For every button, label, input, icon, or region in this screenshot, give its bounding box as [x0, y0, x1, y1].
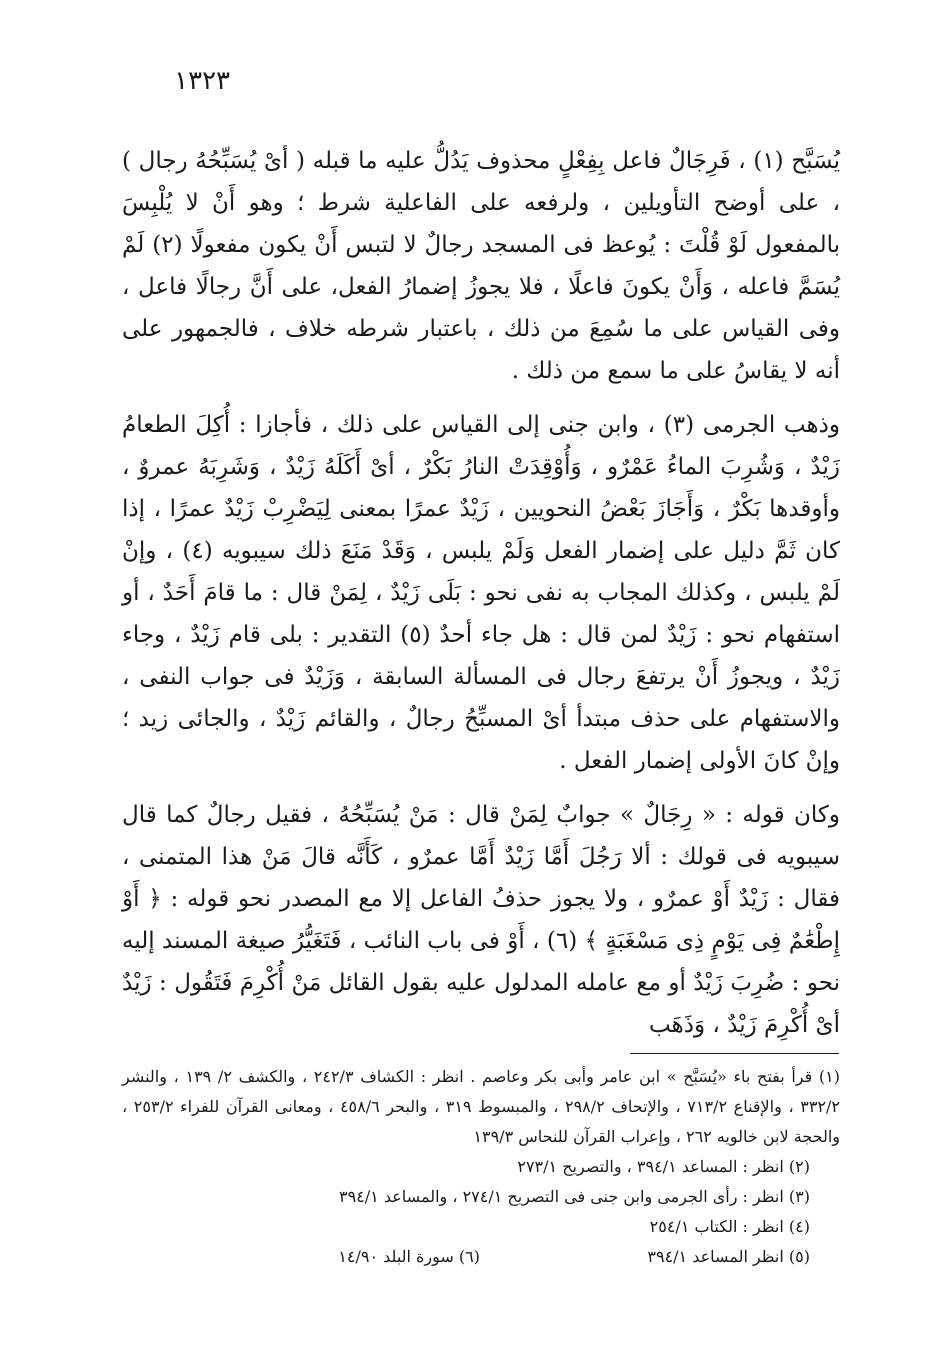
footnote-1: (١) قرأ بفتح باء «يُسَبَّح » ابن عامر وأبى بكر وعاصم . انظر : الكشاف ٢٤٢/٣ ، والكشف ٢/ ١٣٩ ، والنشر ٣٣٢/٢ ، والإقناع ٧١٣/٢ ، والإتحاف ٢٩٨/٢ ، والمبسوط ٣١٩ ، والبحر ٤٥٨/٦ ، ومعانى القرآن للفراء ٢٥٣/٢ ، والحجة لابن خالويه ٢٦٢ ، وإعراب القرآن للنحاس ١٣٩/٣	[122, 1067, 841, 1146]
main-text	[122, 140, 840, 1058]
footnote-divider	[630, 1053, 839, 1054]
page-number: ١٣٢٣	[174, 66, 230, 96]
footnotes	[122, 1062, 840, 1272]
paragraph-1: يُسَبَّح (١) ، فَرِجَالٌ فاعل بِفِعْلٍ محذوف يَدُلُّ عليه ما قبله ( أىْ يُسَبِّحُهُ رجال ) ، على أوضح التأويلين ، ولرفعه على الفاعلية شرط ؛ وهو أَنْ لا يُلْبِسَ بالمفعول لَوْ قُلْتَ : يُوعظ فى المسجد رجالٌ لا لتبس أَنْ يكون مفعولًا (٢) لَمْ يُسَمَّ فاعله ، وَأَنْ يكونَ فاعلًا ، فلا يجوزُ إضمارُ الفعل، على أَنَّ رجالًا فاعل ، وفى القياس على ما سُمِعَ من ذلك ، باعتبار شرطه خلاف ، فالجمهور على أنه لا يقاسُ على ما سمع من ذلك .	[122, 148, 840, 384]
footnote-6: (٦) سورة البلد ١٤/٩٠	[338, 1247, 480, 1266]
footnote-2: (٢) انظر : المساعد ٣٩٤/١ ، والتصريح ٢٧٣/١	[517, 1157, 810, 1176]
footnote-4: (٤) انظر : الكتاب ٢٥٤/١	[649, 1217, 810, 1236]
paragraph-2: وذهب الجرمى (٣) ، وابن جنى إلى القياس على ذلك ، فأجازا : أُكِلَ الطعامُ زَيْدٌ ، وَشُرِبَ الماءُ عَمْرٌو ، وَأُوْقِدَتْ النارُ بَكْرٌ ، أىْ أَكَلَهُ زَيْدٌ ، وَشَرِبَهُ عمروٌ ، وأوقدها بَكْرٌ ، وَأَجَازَ بَعْضُ النحويين ، زَيْدٌ عمرًا بمعنى لِيَضْرِبْ زَيْدٌ عمرًا ، إذا كان ثَمَّ دليل على إضمار الفعل وَلَمْ يلبس ، وَقَدْ مَنَعَ ذلك سيبويه (٤) ، وإنْ لَمْ يلبس ، وكذلك المجاب به نفى نحو : بَلَى زَيْدٌ ، لِمَنْ قال : ما قامَ أَحَدٌ ، أو استفهام نحو : زَيْدٌ لمن قال : هل جاء أحدٌ (٥) التقدير : بلى قام زَيْدٌ ، وجاء زَيْدٌ ، ويجوزُ أَنْ يرتفعَ رجال فى المسألة السابقة ، وَزَيْدٌ فى جواب النفى ، والاستفهام على حذف مبتدأ أىْ المسبِّحُ رجالٌ ، والقائم زَيْدٌ ، والجائى زيد ؛ وإنْ كانَ الأولى إضمار الفعل .	[122, 412, 840, 774]
footnote-3: (٣) انظر : رأى الجرمى وابن جنى فى التصريح ٢٧٤/١ ، والمساعد ٣٩٤/١	[339, 1187, 810, 1206]
footnote-5: (٥) انظر المساعد ٣٩٤/١	[647, 1247, 810, 1266]
paragraph-3: وكان قوله : « رِجَالٌ » جوابٌ لِمَنْ قال : مَنْ يُسَبِّحُهُ ، فقيل رجالٌ كما قال سيبويه فى قولك : ألا رَجُلَ أَمَّا زَيْدٌ أَمَّا عمرٌو ، كَأَنَّه قالَ مَنْ هذا المتمنى ، فقال : زَيْدٌ أَوْ عمرٌو ، ولا يجوز حذفُ الفاعل إلا مع المصدر نحو قوله : ﴿ أَوْ إِطْعَٰمٌ فِى يَوْمٍ ذِى مَسْغَبَةٍ ﴾ (٦) ، أَوْ فى باب النائب ، فَتَغَيُّرُ صيغة المسند إليه نحو : ضُرِبَ زَيْدٌ أو مع عامله المدلول عليه بقول القائل مَنْ أُكْرِمَ فَتَقُول : زَيْدٌ أىْ أُكْرِمَ زَيْدٌ ، وَذَهَب	[122, 802, 840, 1038]
footnote-row	[122, 1242, 840, 1272]
